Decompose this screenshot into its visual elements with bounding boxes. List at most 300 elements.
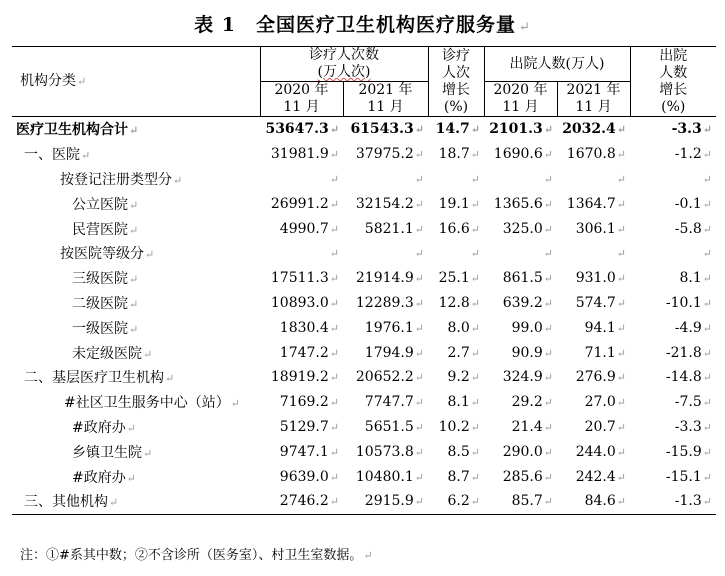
cell-value: -10.1 [665,294,702,311]
paragraph-mark-icon: ↵ [702,222,712,236]
paragraph-mark-icon: ↵ [616,247,626,261]
paragraph-mark-icon: ↵ [616,445,626,459]
paragraph-mark-icon: ↵ [230,397,240,411]
paragraph-mark-icon: ↵ [470,346,480,360]
paragraph-mark-icon: ↵ [543,445,553,459]
cell-d2021 [557,142,630,167]
paragraph-mark-icon: ↵ [702,148,712,162]
table-row [12,241,716,266]
paragraph-mark-icon: ↵ [543,272,553,286]
paragraph-mark-icon: ↵ [414,222,424,236]
cell-value: 7169.2 [279,394,329,411]
header-discharge-2021-l1: 2021 年 [566,82,621,98]
footnote [20,544,373,563]
cell-value: 242.4 [575,468,616,485]
header-visits-group-line2 [265,64,424,81]
paragraph-mark-icon: ↵ [616,396,626,410]
cell-v2021 [343,142,428,167]
paragraph-mark-icon: ↵ [414,247,424,261]
paragraph-mark-icon: ↵ [702,371,712,385]
paragraph-mark-icon: ↵ [702,296,712,310]
cell-vg [428,117,484,142]
cell-v2021 [343,117,428,142]
cell-v2021 [343,415,428,440]
header-visits-2020-l2: 11 月 [283,98,320,115]
cell-v2021 [343,191,428,216]
cell-value: 1830.4 [279,319,329,336]
cell-v2021 [343,291,428,316]
cell-value: 639.2 [502,294,543,311]
paragraph-mark-icon: ↵ [470,445,480,459]
header-discharge-group-label: 出院人数(万人) [509,55,605,72]
cell-vg [428,241,484,266]
cell-d2021 [557,216,630,241]
cell-vg [428,464,484,489]
paragraph-mark-icon: ↵ [470,296,480,310]
header-discharge-2020-l1: 2020 年 [493,82,548,98]
paragraph-mark-icon: ↵ [173,173,183,187]
cell-vg [428,291,484,316]
paragraph-mark-icon: ↵ [329,445,339,459]
cell-dg [630,464,716,489]
cell-vg [428,390,484,415]
cell-d2021 [557,340,630,365]
row-category [12,489,260,514]
paragraph-mark-icon: ↵ [543,346,553,360]
cell-value: -15.9 [665,443,702,460]
cell-value: 85.7 [511,493,543,510]
paragraph-mark-icon: ↵ [543,495,553,509]
cell-value: 18919.2 [270,369,329,386]
paragraph-mark-icon: ↵ [470,247,480,261]
cell-value: 16.6 [438,220,470,237]
table-row [12,365,716,390]
table-title [0,10,725,37]
cell-value: 14.7 [435,121,470,138]
paragraph-mark-icon: ↵ [702,197,712,211]
table-row [12,439,716,464]
paragraph-mark-icon: ↵ [702,346,712,360]
row-category [12,167,260,192]
cell-d2020 [484,315,557,340]
cell-v2020 [260,216,343,241]
header-visits-growth [428,47,484,117]
cell-v2021 [343,464,428,489]
row-category [12,291,260,316]
paragraph-mark-icon: ↵ [414,296,424,310]
header-visits-growth-l2: 人次 [442,64,470,81]
cell-value: 931.0 [575,270,616,287]
cell-value: -4.9 [674,319,702,336]
header-visits-2020-l1: 2020 年 [274,81,329,98]
cell-value: 6.2 [447,493,470,510]
cell-dg [630,142,716,167]
cell-d2021 [557,464,630,489]
cell-value: 12.8 [438,294,470,311]
cell-v2020 [260,439,343,464]
paragraph-mark-icon: ↵ [616,296,626,310]
row-category-label: 二、基层医疗卫生机构 [24,370,164,387]
paragraph-mark-icon: ↵ [616,148,626,162]
paragraph-mark-icon: ↵ [126,421,136,435]
paragraph-mark-icon: ↵ [329,371,339,385]
paragraph-mark-icon: ↵ [543,321,553,335]
paragraph-mark-icon: ↵ [543,420,553,434]
header-visits-group-line1: 诊疗人次数 [309,47,379,63]
header-visits-2021-l1: 2021 年 [358,81,413,98]
paragraph-mark-icon: ↵ [543,222,553,236]
cell-value: 7747.7 [364,394,414,411]
paragraph-mark-icon: ↵ [329,470,339,484]
cell-v2020 [260,315,343,340]
paragraph-mark-icon: ↵ [543,172,553,186]
cell-value: 18.7 [438,146,470,163]
cell-d2020 [484,142,557,167]
cell-dg [630,191,716,216]
paragraph-mark-icon: ↵ [702,470,712,484]
header-visits-growth-l1: 诊疗 [442,47,470,64]
paragraph-mark-icon: ↵ [329,296,339,310]
table-row [12,315,716,340]
cell-vg [428,340,484,365]
paragraph-mark-icon: ↵ [702,321,712,335]
paragraph-mark-icon: ↵ [414,148,424,162]
cell-value: 10893.0 [270,294,329,311]
cell-v2021 [343,365,428,390]
row-category-label: 公立医院 [72,196,128,213]
table-row [12,142,716,167]
cell-value: 31981.9 [270,146,329,163]
paragraph-mark-icon: ↵ [329,495,339,509]
row-category-label: 一级医院 [72,320,128,337]
row-category [12,241,260,266]
row-category-label: 按医院等级分 [60,246,144,263]
paragraph-mark-icon: ↵ [414,396,424,410]
paragraph-mark-icon: ↵ [470,172,480,186]
header-category [12,47,260,117]
cell-dg [630,415,716,440]
cell-d2021 [557,191,630,216]
cell-d2020 [484,191,557,216]
cell-value: 90.9 [511,344,543,361]
paragraph-mark-icon: ↵ [143,446,153,460]
paragraph-mark-icon: ↵ [543,123,553,137]
cell-d2021 [557,315,630,340]
table-row [12,291,716,316]
cell-value: 1690.6 [493,146,543,163]
cell-value: 285.6 [502,468,543,485]
cell-value: 94.1 [584,319,616,336]
cell-value: 1365.6 [493,195,543,212]
paragraph-mark-icon: ↵ [616,197,626,211]
row-category [12,216,260,241]
paragraph-mark-icon: ↵ [329,247,339,261]
row-category-label: 一、医院 [24,147,80,164]
cell-value: 29.2 [511,394,543,411]
cell-value: 2746.2 [279,493,329,510]
cell-value: 8.1 [447,394,470,411]
cell-d2021 [557,365,630,390]
cell-vg [428,191,484,216]
cell-value: 2032.4 [562,121,616,138]
cell-d2020 [484,365,557,390]
header-discharge-2021-l2: 11 月 [575,99,612,115]
footnote-text: 注：①#系其中数；②不含诊所（医务室）、村卫生室数据。 [20,548,363,563]
cell-value: 324.9 [502,369,543,386]
cell-value: -1.2 [674,146,702,163]
cell-vg [428,216,484,241]
paragraph-mark-icon: ↵ [543,396,553,410]
paragraph-mark-icon: ↵ [470,371,480,385]
cell-d2020 [484,390,557,415]
cell-value: -7.5 [674,394,702,411]
cell-vg [428,142,484,167]
row-category-label: 乡镇卫生院 [72,444,142,461]
paragraph-mark-icon: ↵ [329,396,339,410]
paragraph-mark-icon: ↵ [129,273,139,287]
paragraph-mark-icon: ↵ [414,420,424,434]
paragraph-mark-icon: ↵ [470,148,480,162]
cell-value: 99.0 [511,319,543,336]
cell-value: 2.7 [447,344,470,361]
cell-v2020 [260,266,343,291]
cell-value: -1.3 [674,493,702,510]
cell-d2021 [557,439,630,464]
cell-value: 8.7 [447,468,470,485]
cell-v2021 [343,340,428,365]
row-category-label: 三级医院 [72,271,128,288]
cell-d2021 [557,117,630,142]
cell-d2021 [557,291,630,316]
header-discharge-growth-l1: 出院 [659,47,688,64]
paragraph-mark-icon: ↵ [414,470,424,484]
header-discharge-growth-l3: 增长 [659,81,688,98]
row-category-label: 民营医院 [72,221,128,238]
row-category-label: 医疗卫生机构合计 [16,122,128,139]
cell-d2020 [484,415,557,440]
table-body [12,117,716,515]
table-row [12,390,716,415]
row-category-label: #社区卫生服务中心（站） [64,395,230,412]
paragraph-mark-icon: ↵ [543,197,553,211]
cell-value: 4990.7 [279,220,329,237]
row-category [12,390,260,415]
paragraph-mark-icon: ↵ [470,222,480,236]
table-row [12,340,716,365]
cell-v2020 [260,191,343,216]
paragraph-mark-icon: ↵ [81,149,91,163]
cell-v2020 [260,365,343,390]
header-discharge-2021 [557,82,630,117]
row-category-label: 三、其他机构 [24,494,108,511]
cell-value: 2915.9 [364,493,414,510]
header-visits-growth-l4: (%) [443,98,469,115]
cell-d2020 [484,266,557,291]
paragraph-mark-icon: ↵ [702,172,712,186]
cell-value: 32154.2 [355,195,414,212]
paragraph-mark-icon: ↵ [329,346,339,360]
paragraph-mark-icon: ↵ [616,495,626,509]
medical-service-table [12,46,716,515]
paragraph-mark-icon: ↵ [543,148,553,162]
paragraph-mark-icon: ↵ [543,470,553,484]
header-discharge-2020 [484,82,557,117]
paragraph-mark-icon: ↵ [616,123,626,137]
cell-value: 21.4 [511,418,543,435]
cell-vg [428,365,484,390]
cell-v2020 [260,142,343,167]
paragraph-mark-icon: ↵ [616,172,626,186]
table-row [12,415,716,440]
paragraph-mark-icon: ↵ [702,396,712,410]
cell-value: 2101.3 [489,121,543,138]
paragraph-mark-icon: ↵ [616,371,626,385]
paragraph-mark-icon: ↵ [470,321,480,335]
cell-vg [428,415,484,440]
paragraph-mark-icon: ↵ [414,321,424,335]
cell-v2021 [343,241,428,266]
paragraph-mark-icon: ↵ [543,371,553,385]
paragraph-mark-icon: ↵ [329,172,339,186]
cell-v2020 [260,489,343,514]
header-visits-2020 [260,82,343,117]
paragraph-mark-icon: ↵ [414,172,424,186]
paragraph-mark-icon: ↵ [129,297,139,311]
paragraph-mark-icon: ↵ [145,248,155,262]
header-visits-group-unit: (万人次) [317,64,371,80]
row-category [12,117,260,142]
paragraph-mark-icon: ↵ [470,272,480,286]
paragraph-mark-icon: ↵ [363,549,373,562]
cell-value: -3.3 [671,121,702,138]
cell-value: 1747.2 [279,344,329,361]
cell-dg [630,117,716,142]
cell-dg [630,266,716,291]
paragraph-mark-icon: ↵ [414,371,424,385]
cell-vg [428,266,484,291]
paragraph-mark-icon: ↵ [329,148,339,162]
header-discharge-growth [630,47,716,117]
paragraph-mark-icon: ↵ [470,197,480,211]
paragraph-mark-icon: ↵ [414,346,424,360]
cell-dg [630,489,716,514]
cell-value: 10.2 [438,418,470,435]
cell-value: 290.0 [502,443,543,460]
cell-value: 10573.8 [355,443,414,460]
table-row [12,464,716,489]
cell-d2020 [484,464,557,489]
cell-value: 19.1 [438,195,470,212]
cell-value: 71.1 [584,344,616,361]
row-category [12,142,260,167]
cell-value: -0.1 [674,195,702,212]
cell-value: 17511.3 [270,270,329,287]
row-category-label: #政府办 [72,419,126,436]
paragraph-mark-icon: ↵ [329,272,339,286]
cell-value: -21.8 [665,344,702,361]
cell-value: -5.8 [674,220,702,237]
paragraph-mark-icon: ↵ [616,272,626,286]
cell-value: 9639.0 [279,468,329,485]
table-title-text: 表 1 全国医疗卫生机构医疗服务量 [194,14,516,36]
cell-value: 20.7 [584,418,616,435]
cell-dg [630,315,716,340]
cell-dg [630,167,716,192]
cell-v2021 [343,489,428,514]
cell-value: 5129.7 [279,418,329,435]
paragraph-mark-icon: ↵ [470,420,480,434]
cell-v2021 [343,390,428,415]
header-discharge-growth-l2: 人数 [659,64,688,81]
cell-value: 61543.3 [350,121,414,138]
paragraph-mark-icon: ↵ [129,198,139,212]
cell-value: 1976.1 [364,319,414,336]
cell-dg [630,365,716,390]
paragraph-mark-icon: ↵ [329,321,339,335]
header-discharge-group [484,47,630,82]
paragraph-mark-icon: ↵ [702,420,712,434]
row-category-label: #政府办 [72,469,126,486]
cell-value: 10480.1 [355,468,414,485]
table-row [12,266,716,291]
cell-v2020 [260,291,343,316]
paragraph-mark-icon: ↵ [329,222,339,236]
cell-dg [630,390,716,415]
cell-value: 8.0 [447,319,470,336]
cell-d2021 [557,390,630,415]
paragraph-mark-icon: ↵ [616,420,626,434]
cell-dg [630,241,716,266]
cell-value: 5651.5 [364,418,414,435]
cell-v2020 [260,464,343,489]
cell-value: 325.0 [502,220,543,237]
header-discharge-growth-l4: (%) [661,98,686,115]
cell-value: 84.6 [584,493,616,510]
cell-value: 1364.7 [566,195,616,212]
paragraph-mark-icon: ↵ [414,123,424,137]
cell-value: 244.0 [575,443,616,460]
cell-value: 25.1 [438,270,470,287]
row-category [12,191,260,216]
cell-d2020 [484,117,557,142]
cell-d2021 [557,241,630,266]
row-category [12,315,260,340]
row-category [12,340,260,365]
paragraph-mark-icon: ↵ [470,495,480,509]
paragraph-mark-icon: ↵ [329,420,339,434]
cell-value: 27.0 [584,394,616,411]
row-category [12,266,260,291]
table-row [12,117,716,142]
cell-value: -14.8 [665,369,702,386]
cell-d2020 [484,241,557,266]
cell-v2020 [260,167,343,192]
row-category [12,464,260,489]
cell-value: 9747.1 [279,443,329,460]
paragraph-mark-icon: ↵ [414,272,424,286]
paragraph-mark-icon: ↵ [702,123,712,137]
table-row [12,489,716,514]
cell-vg [428,315,484,340]
cell-d2020 [484,439,557,464]
cell-dg [630,439,716,464]
row-category-label: 二级医院 [72,295,128,312]
paragraph-mark-icon: ↵ [470,396,480,410]
header-visits-growth-l3: 增长 [442,81,470,98]
cell-value: 9.2 [447,369,470,386]
paragraph-mark-icon: ↵ [143,347,153,361]
cell-value: 861.5 [502,270,543,287]
